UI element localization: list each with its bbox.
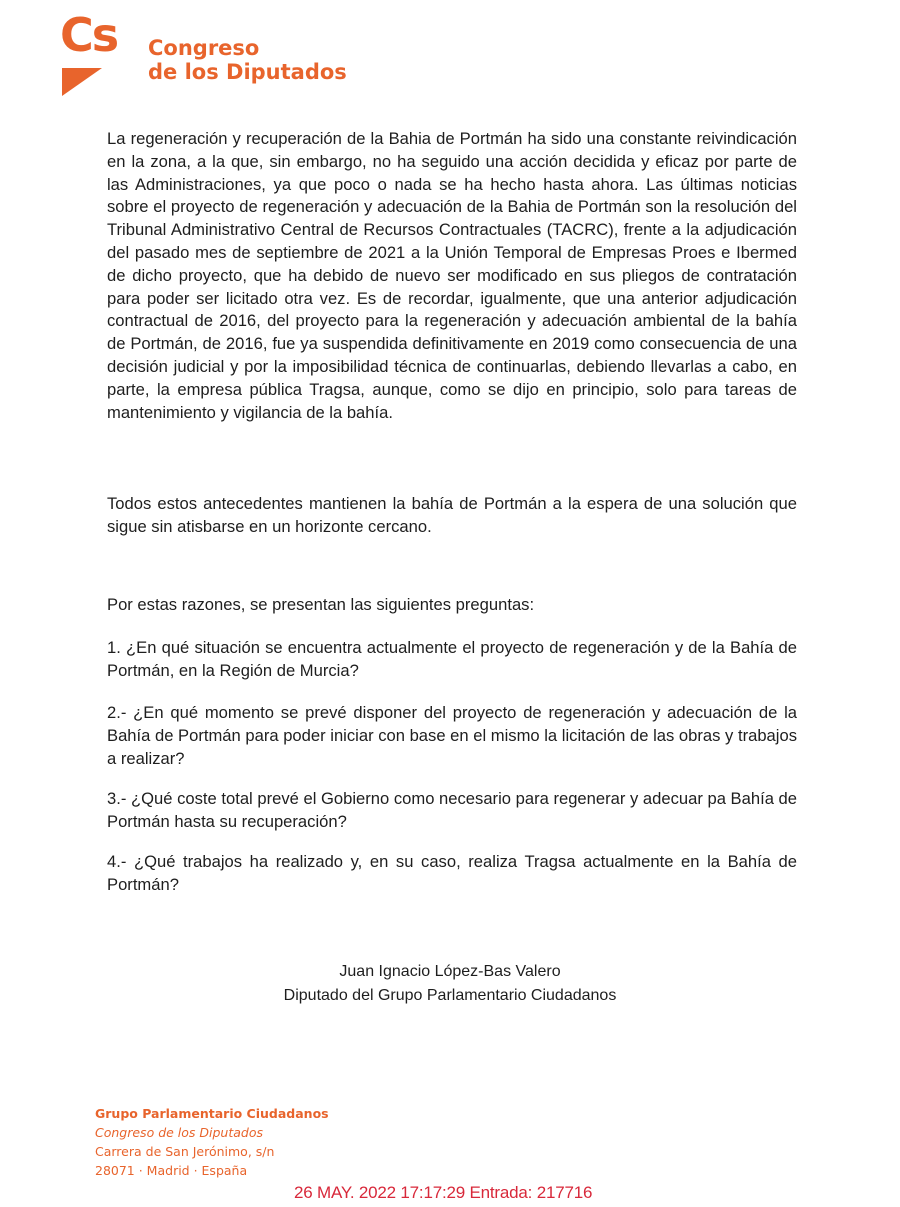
questions-intro xyxy=(107,594,797,617)
signatory-name: Juan Ignacio López-Bas Valero xyxy=(339,963,561,980)
signatory-role: Diputado del Grupo Parlamentario Ciudadanos xyxy=(283,987,617,1004)
question-text: 1. ¿En qué situación se encuentra actualmente el proyecto de regeneración y de la Bahía de Portmán, en la Región de Murcia? xyxy=(107,638,797,680)
cs-logo-mark: Cs xyxy=(60,8,118,62)
footer-address xyxy=(95,1104,329,1180)
paragraph-2 xyxy=(107,493,797,539)
question-3 xyxy=(107,788,797,834)
question-4 xyxy=(107,851,797,897)
footer-institution: Congreso de los Diputados xyxy=(95,1125,264,1140)
cs-congreso-logo xyxy=(60,8,370,102)
question-text: 3.- ¿Qué coste total prevé el Gobierno como necesario para regenerar y adecuar pa Bahía de Portmán hasta su recuperación? xyxy=(107,789,797,831)
footer-street: Carrera de San Jerónimo, s/n xyxy=(95,1144,275,1159)
institution-name xyxy=(148,36,347,84)
question-1 xyxy=(107,637,797,683)
question-text: 2.- ¿En qué momento se prevé disponer del proyecto de regeneración y adecuación de la Bahía de Portmán para poder iniciar con base en el mismo la licitación de las obras y trabajos a realizar? xyxy=(107,703,797,768)
institution-line-1: Congreso xyxy=(148,36,260,60)
question-text: 4.- ¿Qué trabajos ha realizado y, en su caso, realiza Tragsa actualmente en la Bahía de Portmán? xyxy=(107,852,797,894)
footer-city: 28071 · Madrid · España xyxy=(95,1163,248,1178)
logo-triangle-icon xyxy=(60,66,104,100)
registry-stamp: 26 MAY. 2022 17:17:29 Entrada: 217716 xyxy=(294,1183,593,1202)
paragraph-text: Todos estos antecedentes mantienen la bahía de Portmán a la espera de una solución que sigue sin atisbarse en un horizonte cercano. xyxy=(107,494,797,536)
question-2 xyxy=(107,702,797,770)
institution-line-2: de los Diputados xyxy=(148,60,347,84)
signature-block xyxy=(200,960,700,1008)
footer-group: Grupo Parlamentario Ciudadanos xyxy=(95,1106,329,1121)
paragraph-text: La regeneración y recuperación de la Bahia de Portmán ha sido una constante reivindicación en la zona, a la que, sin embargo, no ha seguido una acción decidida y eficaz por parte de las Administraciones, ya que poco o nada se ha hecho hasta ahora. Las últimas noticias sobre el proyecto de regeneración y adecuación de la Bahia de Portmán son la resolución del Tribunal Administrativo Central de Recursos Contractuales (TACRC), frente a la adjudicación del pasado mes de septiembre de 2021 a la Unión Temporal de Empresas Proes e Ibermed de dicho proyecto, que ha debido de nuevo ser modificado en sus pliegos de contratación para poder ser licitado otra vez. Es de recordar, igualmente, que una anterior adjudicación contractual de 2016, del proyecto para la regeneración y adecuación ambiental de la bahía de Portmán, de 2016, fue ya suspendida definitivamente en 2019 como consecuencia de una decisión judicial y por la imposibilidad técnica de continuarlas, debiendo llevarlas a cabo, en parte, la empresa pública Tragsa, aunque, como se dijo en principio, solo para tareas de mantenimiento y vigilancia de la bahía. xyxy=(107,129,797,422)
paragraph-1 xyxy=(107,128,797,424)
intro-text: Por estas razones, se presentan las siguientes preguntas: xyxy=(107,595,535,614)
